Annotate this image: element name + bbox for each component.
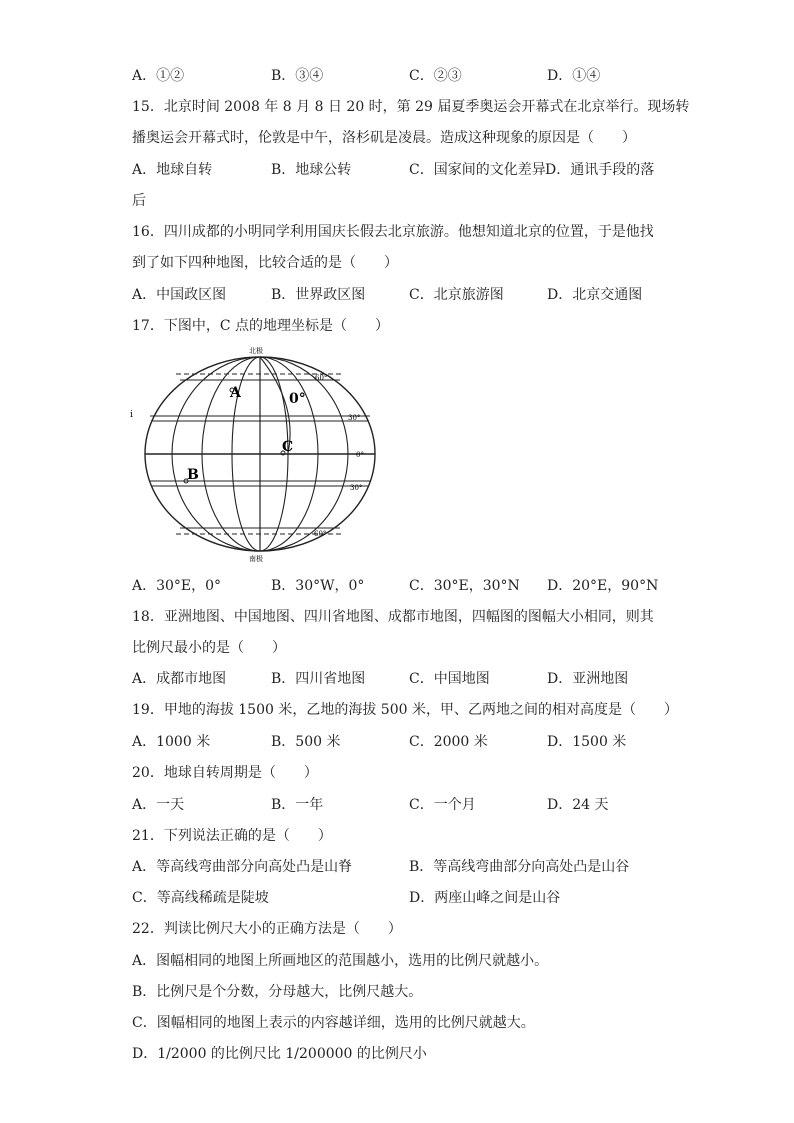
q19-stem: 19．甲地的海拔 1500 米，乙地的海拔 500 米，甲、乙两地之间的相对高度是（ ） [132,702,678,718]
q15-stem-line1: 15．北京时间 2008 年 8 月 8 日 20 时，第 29 届夏季奥运会开幕式在北京举行。现场转 [132,99,690,115]
q21-option-b: B．等高线弯曲部分向高处凸是山谷 [409,859,630,875]
lat-30s-label: 30° [350,484,363,492]
q20-stem: 20．地球自转周期是（ ） [132,765,318,781]
q14-option-c: C．②③ [409,68,462,84]
q22-option-a: A．图幅相同的地图上所画地区的范围越小，选用的比例尺就越小。 [132,953,549,969]
lat-0-label: 0° [356,451,364,459]
q19-option-b: B．500 米 [271,734,341,750]
q17-option-a: A．30°E，0° [132,578,222,594]
point-a-label: A [230,385,241,401]
q20-option-c: C．一个月 [409,797,476,813]
q15-stem-line2: 播奥运会开幕式时，伦敦是中午，洛杉矶是凌晨。造成这种现象的原因是（ ） [132,130,636,146]
q16-stem-line1: 16．四川成都的小明同学利用国庆长假去北京旅游。他想知道北京的位置，于是他找 [132,224,654,240]
q14-option-a: A．①② [132,68,185,84]
q20-option-b: B．一年 [271,797,324,813]
margin-mark: i [130,410,133,420]
q20-option-d: D．24 天 [547,797,609,813]
q15-option-d-wrap: 后 [132,193,146,209]
q17-stem: 17．下图中，C 点的地理坐标是（ ） [132,318,389,334]
q19-option-a: A．1000 米 [132,734,211,750]
q19-option-d: D．1500 米 [547,734,627,750]
q16-option-c: C．北京旅游图 [409,287,504,303]
q15-option-c: C．国家间的文化差异 [409,162,546,178]
q16-option-a: A．中国政区图 [132,287,227,303]
q15-option-d: D．通讯手段的落 [545,162,655,178]
lat-60s-label: 60° [314,530,327,538]
q21-option-a: A．等高线弯曲部分向高处凸是山脊 [132,859,353,875]
q14-option-d: D．①④ [547,68,601,84]
point-c-label: C [282,439,294,455]
q18-option-d: D．亚洲地图 [547,671,629,687]
q17-option-b: B．30°W，0° [271,578,365,594]
q16-option-d: D．北京交通图 [547,287,643,303]
q21-option-d: D．两座山峰之间是山谷 [409,890,561,906]
q21-stem: 21．下列说法正确的是（ ） [132,828,332,844]
q18-stem-line1: 18．亚洲地图、中国地图、四川省地图、成都市地图，四幅图的图幅大小相同，则其 [132,609,654,625]
south-pole-label: 南极 [249,555,263,563]
q17-option-d: D．20°E，90°N [547,578,659,594]
q18-stem-line2: 比例尺最小的是（ ） [132,640,286,656]
q20-option-a: A．一天 [132,797,185,813]
point-b-label: B [187,467,199,483]
lat-60n-label: 60° [315,374,328,382]
q22-option-d: D．1/2000 的比例尺比 1/200000 的比例尺小 [132,1046,427,1062]
q15-option-b: B．地球公转 [271,162,352,178]
q18-option-c: C．中国地图 [409,671,490,687]
q22-stem: 22．判读比例尺大小的正确方法是（ ） [132,921,402,937]
q16-option-b: B．世界政区图 [271,287,366,303]
north-pole-label: 北极 [249,347,263,355]
lat-30n-label: 30° [348,414,361,422]
q16-stem-line2: 到了如下四种地图，比较合适的是（ ） [132,255,398,271]
q22-option-b: B．比例尺是个分数，分母越大，比例尺越大。 [132,984,423,1000]
q17-option-c: C．30°E，30°N [409,578,520,594]
q18-option-a: A．成都市地图 [132,671,227,687]
q19-option-c: C．2000 米 [409,734,488,750]
q15-option-a: A．地球自转 [132,162,213,178]
q17-globe-figure [128,345,378,565]
q22-option-c: C．图幅相同的地图上表示的内容越详细，选用的比例尺就越大。 [132,1015,535,1031]
q21-option-c: C．等高线稀疏是陡坡 [132,890,269,906]
q18-option-b: B．四川省地图 [271,671,366,687]
meridian-0-label: 0° [289,391,306,407]
q14-option-b: B．③④ [271,68,324,84]
